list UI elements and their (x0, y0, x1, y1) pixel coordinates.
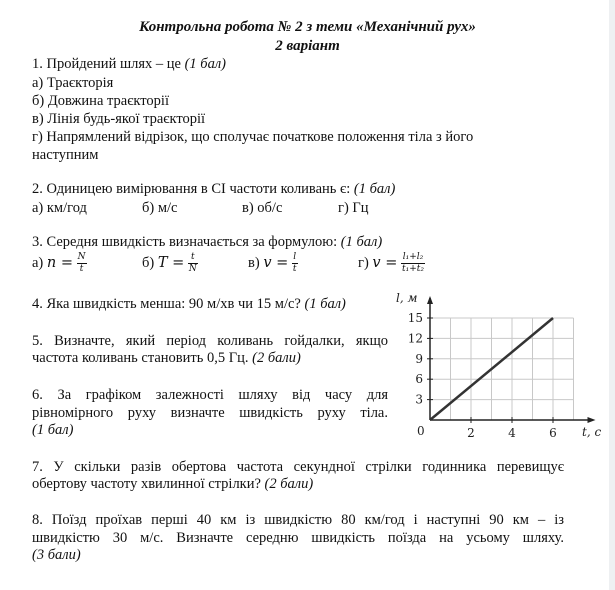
question-7-line1: 7. У скільки разів обертова частота секундної стрілки годинника перевищує (32, 459, 564, 475)
question-3: 3. Середня швидкість визначається за формулою: (1 бал) (32, 234, 383, 250)
q3-option-d: г) v = $\frac{\text{l₁+l₂}}{\text{t₁+t₂}}$ (358, 252, 424, 274)
question-6-line1: 6. За графіком залежності шляху від часу для (32, 387, 388, 403)
q1-option-d: г) Напрямлений відрізок, що сполучає початкове положення тіла з його (32, 129, 474, 145)
question-4: 4. Яка швидкість менша: 90 м/хв чи 15 м/с? (1 бал) (32, 296, 346, 312)
q1-option-b: б) Довжина траєкторії (32, 93, 169, 109)
points: (1 бал) (340, 234, 383, 250)
question-5-line1: 5. Визначте, який період коливань гойдалки, якщо (32, 333, 388, 349)
y-axis-label: l, м (396, 291, 418, 305)
question-1: 1. Пройдений шлях – це (1 бал) (32, 56, 226, 72)
question-8-line1: 8. Поїзд проїхав перші 40 км із швидкістю 80 км/год і наступні 90 км – із (32, 512, 564, 528)
q3-option-c: в) v = $\frac{l}{t}$ (248, 252, 297, 274)
fraction: $\frac{t}{N}$ (188, 252, 197, 274)
y-tick-label: 12 (407, 331, 423, 346)
y-axis-arrow-icon (427, 296, 433, 304)
q3-option-b: б) T = $\frac{t}{N}$ (142, 252, 197, 274)
y-tick-label: 9 (415, 351, 423, 366)
points: (1 бал) (184, 56, 226, 72)
points: (2 бали) (264, 476, 314, 492)
q2-option-d: г) Гц (338, 200, 369, 216)
chart-axes (427, 296, 596, 423)
y-tick-label: 15 (407, 311, 423, 325)
question-8-points: (3 бали) (32, 547, 81, 563)
x-axis-arrow-icon (588, 417, 596, 423)
q1-option-d-cont: наступним (32, 147, 99, 163)
q3-option-a: а) n = $\frac{N}{t}$ (32, 252, 86, 274)
x-tick-label: 2 (467, 426, 475, 440)
question-6-line2: рівномірного руху визначте швидкість руху тіла. (32, 405, 388, 421)
document-title: Контрольна робота № 2 з теми «Механічний рух» (139, 19, 476, 35)
fraction: $\frac{N}{t}$ (77, 252, 86, 274)
question-7-line2: обертову частоту хвилинної стрілки? (2 бали) (32, 476, 314, 492)
question-2: 2. Одиницею вимірювання в СІ частоти коливань є: (1 бал) (32, 181, 396, 197)
x-axis-label: t, с (582, 425, 602, 439)
question-6-points: (1 бал) (32, 422, 74, 438)
variant-label: 2 варіант (275, 38, 340, 54)
fraction: $\frac{\text{l₁+l₂}}{\text{t₁+t₂}}$ (401, 252, 424, 274)
points: (2 бали) (252, 350, 301, 366)
q2-option-c: в) об/с (242, 200, 283, 216)
x-tick-label: 4 (508, 426, 516, 440)
q2-option-b: б) м/с (142, 200, 178, 216)
question-5-line2: частота коливань становить 0,5 Гц. (2 бали) (32, 350, 301, 366)
distance-time-chart (390, 285, 615, 450)
question-8-line2: швидкістю 30 м/с. Визначте середню швидкість поїзда на усьому шляху. (32, 530, 564, 546)
y-tick-label: 6 (415, 372, 423, 387)
origin-label: 0 (417, 424, 425, 438)
points: (1 бал) (353, 181, 396, 197)
chart-grid (430, 318, 574, 420)
points: (1 бал) (304, 296, 346, 312)
fraction: $\frac{l}{t}$ (292, 252, 297, 274)
q2-option-a: а) км/год (32, 200, 87, 216)
q1-option-c: в) Лінія будь-якої траєкторії (32, 111, 206, 127)
q1-option-a: а) Траєкторія (32, 75, 114, 91)
y-tick-label: 3 (415, 392, 423, 407)
x-tick-label: 6 (549, 426, 557, 440)
